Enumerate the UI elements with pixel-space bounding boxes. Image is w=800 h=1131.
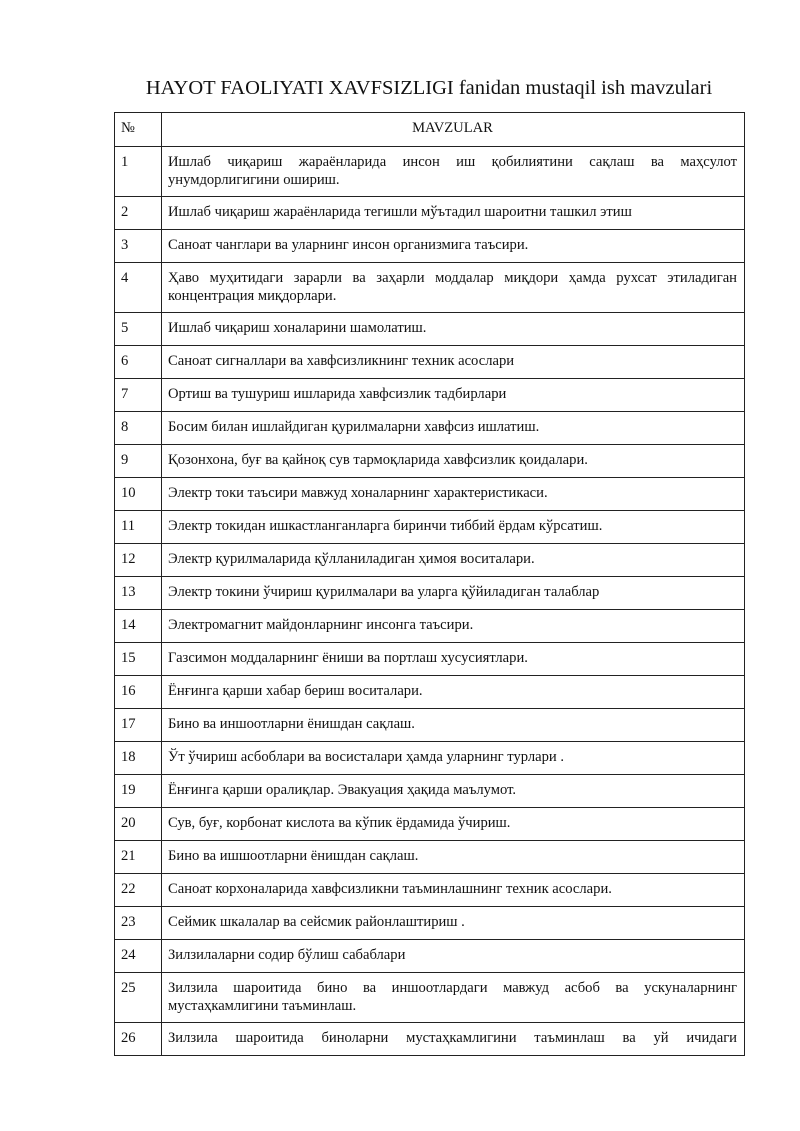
row-number: 13 [115, 577, 162, 610]
table-row [115, 907, 745, 940]
row-number: 23 [115, 907, 162, 940]
topic-text: Электр токи таъсири мавжуд хоналарнинг характеристикаси. [162, 478, 745, 511]
row-number: 21 [115, 841, 162, 874]
row-number: 26 [115, 1023, 162, 1056]
topics-column-header: MAVZULAR [162, 113, 745, 147]
table-row [115, 478, 745, 511]
topic-text: Ҳаво муҳитидаги зарарли ва заҳарли моддалар миқдори ҳамда рухсат этиладиган концентрация миқдорлари. [162, 263, 745, 313]
topic-text: Сеймик шкалалар ва сейсмик районлаштириш . [162, 907, 745, 940]
topic-text: Зилзила шароитида бино ва иншоотлардаги мавжуд асбоб ва ускуналарнинг мустаҳкамлигини таъминлаш. [162, 973, 745, 1023]
row-number: 5 [115, 313, 162, 346]
topic-text-cell [162, 1023, 745, 1056]
row-number: 7 [115, 379, 162, 412]
table-row [115, 841, 745, 874]
topic-text: Бино ва иншоотларни ёнишдан сақлаш. [162, 709, 745, 742]
row-number: 3 [115, 230, 162, 263]
row-number: 20 [115, 808, 162, 841]
row-number: 4 [115, 263, 162, 313]
table-row [115, 412, 745, 445]
row-number: 17 [115, 709, 162, 742]
row-number: 19 [115, 775, 162, 808]
topic-text: Электр токини ўчириш қурилмалари ва уларга қўйиладиган талаблар [162, 577, 745, 610]
topic-text: Ортиш ва тушуриш ишларида хавфсизлик тадбирлари [162, 379, 745, 412]
topic-text: Саноат корхоналарида хавфсизликни таъминлашнинг техник асослари. [162, 874, 745, 907]
table-row [115, 346, 745, 379]
topic-text: Ёнғинга қарши хабар бериш воситалари. [162, 676, 745, 709]
row-number: 24 [115, 940, 162, 973]
table-row [115, 1023, 745, 1056]
topic-text: Электр токидан ишкастланганларга биринчи тиббий ёрдам кўрсатиш. [162, 511, 745, 544]
topic-text: Ишлаб чиқариш жараёнларида тегишли мўътадил шароитни ташкил этиш [162, 197, 745, 230]
row-number: 12 [115, 544, 162, 577]
row-number: 6 [115, 346, 162, 379]
row-number: 18 [115, 742, 162, 775]
table-row [115, 230, 745, 263]
table-row [115, 874, 745, 907]
table-row [115, 808, 745, 841]
table-row [115, 577, 745, 610]
table-row [115, 147, 745, 197]
table-row [115, 610, 745, 643]
table-row [115, 313, 745, 346]
row-number: 2 [115, 197, 162, 230]
table-row [115, 742, 745, 775]
topic-text: Ишлаб чиқариш жараёнларида инсон иш қобилиятини сақлаш ва маҳсулот унумдорлигигини ошириш. [162, 147, 745, 197]
row-number: 8 [115, 412, 162, 445]
table-row [115, 263, 745, 313]
topic-text: Зилзилаларни содир бўлиш сабаблари [162, 940, 745, 973]
table-row [115, 973, 745, 1023]
topic-text: Саноат чанглари ва уларнинг инсон организмига таъсири. [162, 230, 745, 263]
table-row [115, 379, 745, 412]
table-row [115, 940, 745, 973]
row-number: 15 [115, 643, 162, 676]
table-row [115, 643, 745, 676]
topic-text: Электромагнит майдонларнинг инсонга таъсири. [162, 610, 745, 643]
row-number: 9 [115, 445, 162, 478]
topic-text: Саноат сигналлари ва хавфсизликнинг техник асослари [162, 346, 745, 379]
row-number: 11 [115, 511, 162, 544]
topic-text: Ёнғинга қарши оралиқлар. Эвакуация ҳақида маълумот. [162, 775, 745, 808]
table-row [115, 511, 745, 544]
topic-text: Ишлаб чиқариш хоналарини шамолатиш. [162, 313, 745, 346]
topic-text: Бино ва ишшоотларни ёнишдан сақлаш. [162, 841, 745, 874]
table-row [115, 197, 745, 230]
document-title: HAYOT FAOLIYATI XAVFSIZLIGI fanidan mustaqil ish mavzulari [145, 77, 713, 99]
row-number: 22 [115, 874, 162, 907]
table-row [115, 775, 745, 808]
row-number: 1 [115, 147, 162, 197]
row-number: 14 [115, 610, 162, 643]
table-row [115, 544, 745, 577]
row-number: 25 [115, 973, 162, 1023]
topic-text: Сув, буғ, корбонат кислота ва кўпик ёрдамида ўчириш. [162, 808, 745, 841]
topic-text: Зилзила шароитида биноларни мустаҳкамлигини таъминлаш ва уй ичидаги [168, 1030, 737, 1046]
topic-text: Қозонхона, буғ ва қайноқ сув тармоқларида хавфсизлик қоидалари. [162, 445, 745, 478]
table-row [115, 709, 745, 742]
topics-table [114, 112, 745, 1056]
number-column-header: № [115, 113, 162, 147]
topic-text: Электр қурилмаларида қўлланиладиган ҳимоя воситалари. [162, 544, 745, 577]
row-number: 10 [115, 478, 162, 511]
row-number: 16 [115, 676, 162, 709]
table-row [115, 445, 745, 478]
table-row [115, 676, 745, 709]
topic-text: Ўт ўчириш асбоблари ва восисталари ҳамда уларнинг турлари . [162, 742, 745, 775]
topic-text: Босим билан ишлайдиган қурилмаларни хавфсиз ишлатиш. [162, 412, 745, 445]
table-header-row [115, 113, 745, 147]
topic-text: Газсимон моддаларнинг ёниши ва портлаш хусусиятлари. [162, 643, 745, 676]
